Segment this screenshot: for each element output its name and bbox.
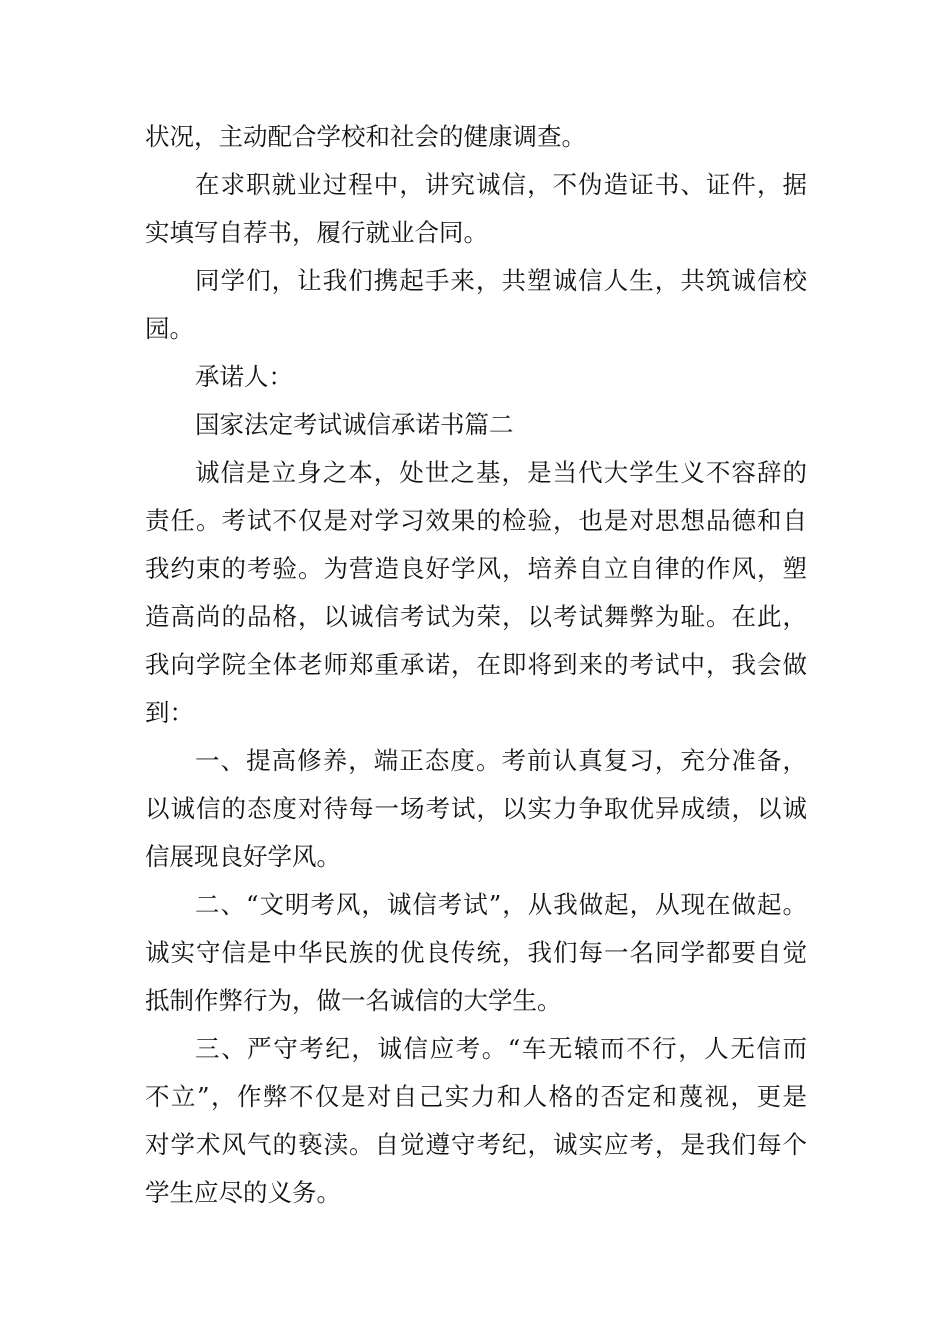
- text-line: 我约束的考验。为营造良好学风，培养自立自律的作风，塑: [145, 554, 807, 583]
- text-line: 国家法定考试诚信承诺书篇二: [195, 410, 514, 439]
- text-line: 诚信是立身之本，处世之基，是当代大学生义不容辞的: [195, 458, 807, 487]
- text-line: 抵制作弊行为，做一名诚信的大学生。: [145, 986, 562, 1015]
- text-line: 我向学院全体老师郑重承诺，在即将到来的考试中，我会做: [145, 650, 807, 679]
- text-line: 园。: [145, 314, 194, 343]
- document-page: [145, 113, 807, 1217]
- text-line: 二、“文明考风，诚信考试”，从我做起，从现在做起。: [195, 890, 807, 919]
- text-line: 承诺人：: [195, 362, 293, 391]
- text-line: 实填写自荐书，履行就业合同。: [145, 218, 488, 247]
- text-line: 学生应尽的义务。: [145, 1178, 341, 1207]
- text-line: 三、严守考纪，诚信应考。“车无辕而不行，人无信而: [195, 1034, 807, 1063]
- text-line: 信展现良好学风。: [145, 842, 341, 871]
- text-line: 对学术风气的亵渎。自觉遵守考纪，诚实应考，是我们每个: [145, 1130, 807, 1159]
- text-line: 诚实守信是中华民族的优良传统，我们每一名同学都要自觉: [145, 938, 807, 967]
- text-line: 在求职就业过程中，讲究诚信，不伪造证书、证件，据: [195, 170, 807, 199]
- text-line: 同学们，让我们携起手来，共塑诚信人生，共筑诚信校: [195, 266, 807, 295]
- text-line: 不立”，作弊不仅是对自己实力和人格的否定和蔑视，更是: [145, 1082, 807, 1111]
- text-line: 造高尚的品格，以诚信考试为荣，以考试舞弊为耻。在此，: [145, 602, 807, 631]
- text-line: 以诚信的态度对待每一场考试，以实力争取优异成绩，以诚: [145, 794, 807, 823]
- text-line: 状况，主动配合学校和社会的健康调查。: [145, 122, 586, 151]
- text-line: 责任。考试不仅是对学习效果的检验，也是对思想品德和自: [145, 506, 807, 535]
- text-line: 到：: [145, 698, 194, 727]
- text-line: 一、提高修养，端正态度。考前认真复习，充分准备，: [195, 746, 807, 775]
